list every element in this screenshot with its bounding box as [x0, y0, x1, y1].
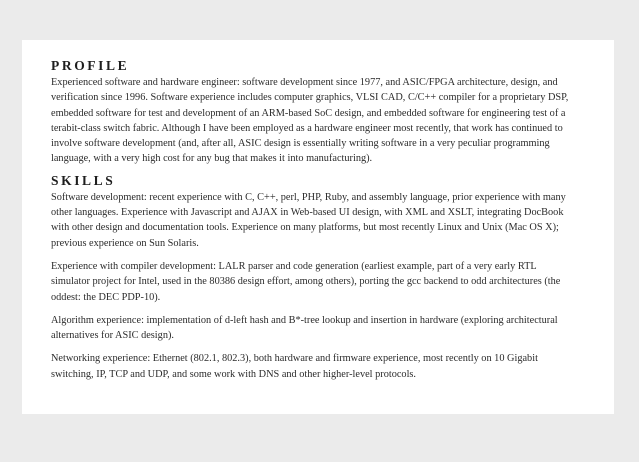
- profile-heading: PROFILE: [51, 58, 130, 73]
- page-content: [51, 58, 577, 382]
- skills-compiler-paragraph: Experience with compiler development: LALR parser and code generation (earliest example, part of a very early RTL simulator project for Intel, used in the 80386 design effort, among others), porting the gcc backend to odd architectures (the oddest: the DEC PDP-10).: [51, 260, 561, 303]
- skills-heading: SKILLS: [51, 172, 116, 188]
- skills-section: [51, 173, 577, 382]
- skills-networking-paragraph: Networking experience: Ethernet (802.1, 802.3), both hardware and firmware experience, most recently on 10 Gigabit switching, IP, TCP and UDP, and some work with DNS and other higher-level protocols.: [51, 353, 538, 380]
- profile-paragraph: Experienced software and hardware engineer: software development since 1977, and ASIC/FPGA architecture, design, and verification since 1996. Software experience includes computer graphics, VLSI CAD, C/C++ compiler for a proprietary DSP, embedded software for test and development of an ARM-based SoC design, and embedded software for engineering test of a terabit-class switch fabric. Although I have been employed as a hardware engineer most recently, that work has continued to involve software development (and, after all, ASIC design is essentially writing software in a very peculiar programming language, with a very high cost for any bug that makes it into manufacturing).: [51, 77, 569, 165]
- skills-algorithm-paragraph: Algorithm experience: implementation of d-left hash and B*-tree lookup and insertion in hardware (exploring architectural alternatives for ASIC design).: [51, 314, 558, 342]
- resume-page: [22, 40, 614, 414]
- profile-section: [51, 58, 577, 167]
- skills-software-paragraph: Software development: recent experience with C, C++, perl, PHP, Ruby, and assembly language, prior experience with many other languages. Experience with Javascript and AJAX in Web-based UI design, with XML and XSLT, integrating DocBook with other design and documentation tools. Experience on many platforms, but most recently Linux and Unix (Mac OS X); previous experience on Sun Solaris.: [51, 191, 566, 249]
- page-bottom-fade: [22, 406, 614, 414]
